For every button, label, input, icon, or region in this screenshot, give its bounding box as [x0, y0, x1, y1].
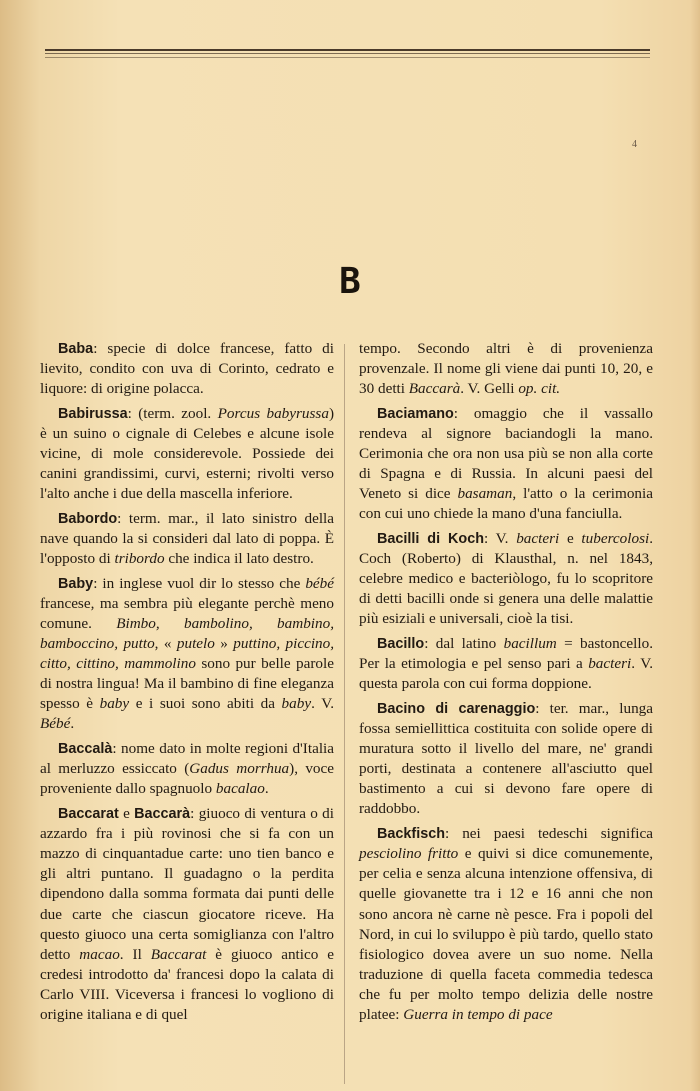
- entry-text: »: [214, 635, 234, 653]
- entry-headword: Bacino di carenaggio: [377, 700, 536, 717]
- entry-text: .: [264, 780, 269, 798]
- header-rule-thin-2: [45, 57, 650, 58]
- dictionary-entry: [40, 739, 334, 799]
- entry-italic-text: tribordo: [114, 550, 165, 568]
- entry-headword: Backfisch: [377, 826, 445, 843]
- entry-italic-text: bébé: [305, 574, 334, 592]
- entry-italic-text: Guerra in tempo di pace: [403, 1005, 553, 1023]
- entry-text: : (term. zool.: [127, 404, 218, 422]
- entry-italic-text: bacalao: [215, 780, 265, 798]
- entry-text: e quivi si dice comunemente, per celia e senza alcuna intenzione offensiva, di quelle giovanette tra i 12 e 16 anni che non sono ancora nè carne nè pesce. Fra i popoli del Nord, in cui lo sviluppo è più tardo, quello stato fisiologico dovea avere un suo nome. Nella traduzione di quella faceta commedia tedesca che fu per molto tempo delizia delle nostre platee:: [359, 845, 653, 1023]
- entry-text: = bastoncello. Per la etimologia e pel senso pari a: [359, 635, 653, 673]
- entry-text: tempo. Secondo altri è di provenienza provenzale. Il nome gli viene dai punti 10, 20, e 30 detti: [359, 340, 653, 398]
- dictionary-entry: [40, 804, 334, 1025]
- entry-italic-text: Bimbo, bambolino, bambino, bamboccino, putto: [40, 615, 335, 653]
- entry-text: ) è un suino o cignale di Celebes e alcune isole vicine, di mole considerevole. Possiede dei canini grandissimi, curvi, esterni; rivolti verso l'alto anche i due della mascella inferiore.: [40, 404, 335, 503]
- dictionary-entry: [359, 824, 653, 1025]
- entry-italic-text: pesciolino fritto: [359, 845, 459, 863]
- header-rule: [45, 49, 650, 51]
- entry-italic-text: Gadus morrhua: [189, 760, 290, 778]
- entry-headword: Bacilli di Koch: [377, 531, 484, 548]
- entry-text: . Il: [119, 945, 151, 963]
- entry-text: : nei paesi tedeschi significa: [445, 825, 653, 843]
- left-column: [40, 339, 334, 1030]
- entry-italic-text: bacillum: [503, 635, 557, 653]
- entry-text: : giuoco di ventura o di azzardo fra i più rovinosi che si fa con un mazzo di cinquantadue carte: uno tien banco e gli altri puntano. Il guadagno o la perdita dipendono dalla somma formata dai punti delle due carte che ciascun giocatore riceve. Ha questo giuoco una certa somiglianza con l'altro detto: [40, 805, 334, 963]
- entry-italic-text: macao: [79, 945, 120, 963]
- entry-text: . V. Gelli: [460, 380, 519, 398]
- dictionary-entry: [359, 529, 653, 629]
- header-rule-thin: [45, 53, 650, 54]
- entry-headword: Baby: [58, 575, 94, 592]
- entry-text: francese, ma sembra più elegante perchè meno comune.: [40, 594, 334, 632]
- entry-italic-text: puttino, piccino, citto, cittino, mammolino: [40, 635, 335, 673]
- dictionary-entry: [359, 634, 653, 694]
- entry-text: : in inglese vuol dir lo stesso che: [93, 574, 306, 592]
- entry-text: sono pur belle parole di nostra lingua! Ma il bambino di fine eleganza spesso è: [40, 655, 334, 713]
- entry-text: , l'atto o la cerimonia con cui uno chiede la mano d'una fanciulla.: [359, 485, 653, 523]
- entry-headword: Bacillo: [377, 636, 425, 653]
- entry-headword: Babordo: [58, 510, 118, 527]
- entry-text: che indica il lato destro.: [164, 550, 314, 568]
- entry-text: ), voce proveniente dallo spagnuolo: [40, 760, 334, 798]
- dictionary-entry: [40, 574, 334, 735]
- entry-italic-text: baby: [99, 695, 130, 713]
- entry-italic-text: bacteri: [588, 655, 632, 673]
- entry-text: e i suoi sono abiti da: [129, 695, 282, 713]
- dictionary-entry: [359, 699, 653, 820]
- entry-italic-text: basaman: [457, 485, 513, 503]
- entry-italic-text: baby: [281, 695, 312, 713]
- entry-text: : nome dato in molte regioni d'Italia al merluzzo essiccato (: [40, 740, 334, 778]
- entry-italic-text: Baccarat: [150, 945, 207, 963]
- entry-italic-text: Porcus babyrussa: [217, 404, 329, 422]
- entry-text: : V.: [484, 530, 517, 548]
- entry-text: . V. questa parola con cui forma doppione.: [359, 655, 653, 693]
- dictionary-entry: [40, 509, 334, 569]
- entry-text: è giuoco antico e credesi introdotto da' francesi dopo la calata di Carlo VIII. Viceversa i francesi lo vogliono di origine italiana e di quel: [40, 945, 334, 1023]
- entry-text: e: [559, 530, 582, 548]
- entry-text: . V.: [311, 695, 334, 713]
- entry-text: .: [70, 715, 75, 733]
- entry-text: : dal latino: [424, 635, 504, 653]
- entry-text: : term. mar., il lato sinistro della nave quando la si consideri dal lato di poppa. È l'opposto di: [40, 509, 334, 568]
- entry-text: : omaggio che il vassallo rendeva al signore baciandogli la mano. Cerimonia che ora non usa più se non alla corte di Spagna e di Russia. In alcuni paesi del Veneto si dice: [359, 404, 653, 503]
- entry-text: : specie di dolce francese, fatto di lievito, condito con uva di Corinto, cedrato e liquore: di origine polacca.: [40, 340, 334, 398]
- right-column: [359, 339, 653, 1030]
- entry-text: e: [118, 805, 135, 823]
- entry-headword: Baccarat: [58, 806, 119, 823]
- dictionary-entry: [40, 404, 334, 504]
- entry-italic-text: Bébé: [40, 715, 71, 733]
- dictionary-entry: [359, 339, 653, 399]
- dictionary-entry: [40, 339, 334, 399]
- page-mark: 4: [632, 139, 637, 150]
- section-letter: B: [339, 261, 359, 302]
- entry-headword: Baciamano: [377, 405, 454, 422]
- entry-italic-text: tubercolosi: [581, 530, 650, 548]
- entry-headword: Baccarà: [134, 806, 191, 823]
- entry-text: : ter. mar., lunga fossa semiellittica costituita con solide opere di muratura sotto il livello del mare, ne' grandi porti, destinata a contenere all'asciutto quel bastimento a cui si devono fare opere di raddobbo.: [359, 699, 653, 818]
- entry-text: . Coch (Roberto) di Klausthal, n. nel 1843, celebre medico e bacteriòlogo, fu lo scopritore di detti bacilli onde si genera una delle malattie più esiziali e universali, cioè la tisi.: [359, 530, 653, 628]
- column-divider: [344, 344, 345, 1084]
- entry-text: , «: [154, 635, 177, 653]
- entry-italic-text: bacteri: [516, 530, 560, 548]
- entry-headword: Baccalà: [58, 741, 113, 758]
- entry-italic-text: Baccarà: [408, 380, 461, 398]
- entry-headword: Baba: [58, 341, 94, 357]
- entry-italic-text: op. cit.: [518, 380, 561, 398]
- entry-italic-text: putelo: [176, 635, 215, 653]
- dictionary-entry: [359, 404, 653, 525]
- entry-headword: Babirussa: [58, 405, 128, 422]
